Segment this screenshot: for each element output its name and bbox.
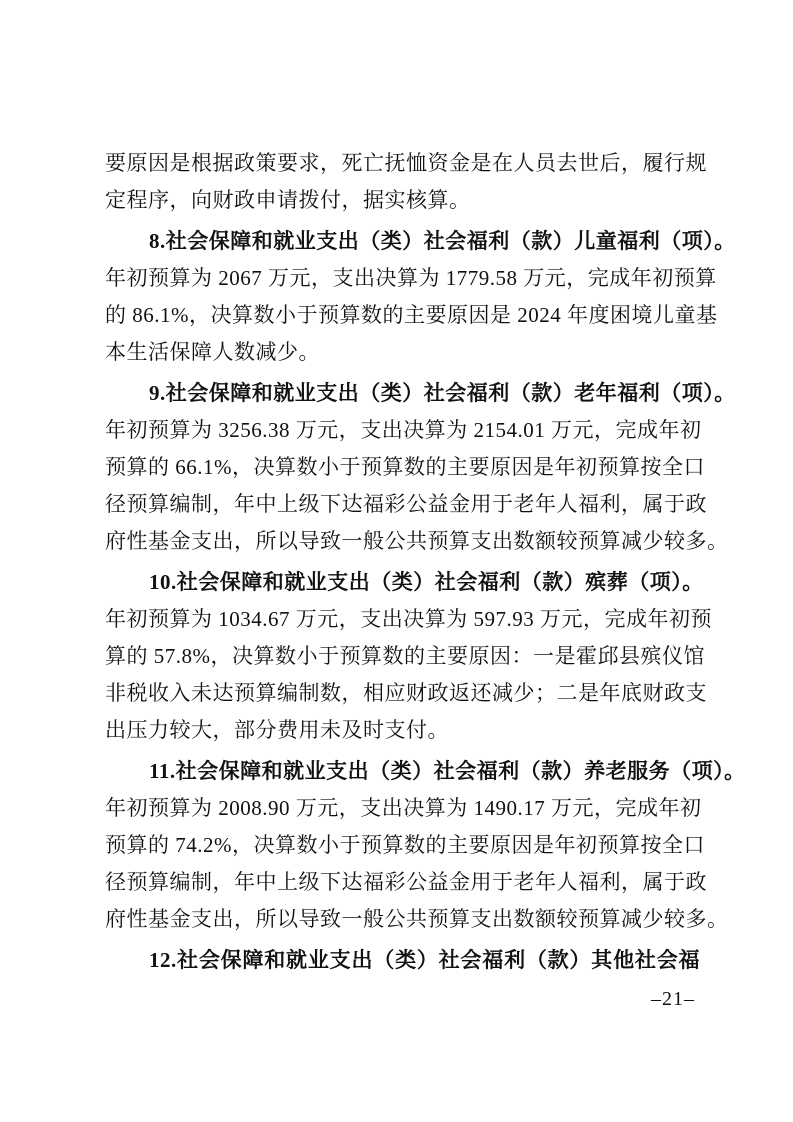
body-text-line: 非税收入未达预算编制数，相应财政返还减少；二是年底财政支 — [105, 681, 707, 705]
body-text-line: 出压力较大，部分费用未及时支付。 — [105, 718, 449, 742]
body-text-line: 要原因是根据政策要求，死亡抚恤资金是在人员去世后，履行规 — [105, 151, 707, 175]
body-text-line: 年初预算为 1034.67 万元，支出决算为 597.93 万元，完成年初预 — [105, 607, 712, 631]
body-text-line: 算的 57.8%，决算数小于预算数的主要原因：一是霍邱县殡仪馆 — [105, 644, 705, 668]
body-text-line: 径预算编制，年中上级下达福彩公益金用于老年人福利，属于政 — [105, 870, 707, 894]
body-text-line: 府性基金支出，所以导致一般公共预算支出数额较预算减少较多。 — [105, 907, 729, 931]
section-heading-line: 9.社会保障和就业支出（类）社会福利（款）老年福利（项）。 — [149, 381, 736, 405]
page-number: –21– — [651, 988, 695, 1010]
body-text-line: 定程序，向财政申请拨付，据实核算。 — [105, 188, 471, 212]
section-heading-line: 10.社会保障和就业支出（类）社会福利（款）殡葬（项）。 — [149, 570, 704, 594]
body-text-line: 府性基金支出，所以导致一般公共预算支出数额较预算减少较多。 — [105, 529, 729, 553]
section-heading-line: 11.社会保障和就业支出（类）社会福利（款）养老服务（项）。 — [149, 759, 746, 783]
body-text-line: 预算的 66.1%，决算数小于预算数的主要原因是年初预算按全口 — [105, 455, 705, 479]
body-text-line: 的 86.1%，决算数小于预算数的主要原因是 2024 年度困境儿童基 — [105, 303, 718, 327]
body-text-line: 年初预算为 3256.38 万元，支出决算为 2154.01 万元，完成年初 — [105, 418, 702, 442]
section-heading-line: 12.社会保障和就业支出（类）社会福利（款）其他社会福 — [149, 948, 700, 972]
body-text-line: 年初预算为 2067 万元，支出决算为 1779.58 万元，完成年初预算 — [105, 266, 717, 290]
body-text-line: 径预算编制，年中上级下达福彩公益金用于老年人福利，属于政 — [105, 492, 707, 516]
section-heading-line: 8.社会保障和就业支出（类）社会福利（款）儿童福利（项）。 — [149, 229, 736, 253]
body-text-line: 本生活保障人数减少。 — [105, 340, 320, 364]
body-text-line: 年初预算为 2008.90 万元，支出决算为 1490.17 万元，完成年初 — [105, 796, 702, 820]
body-text-line: 预算的 74.2%，决算数小于预算数的主要原因是年初预算按全口 — [105, 833, 705, 857]
document-body — [105, 145, 746, 979]
page-footer — [651, 986, 695, 1012]
